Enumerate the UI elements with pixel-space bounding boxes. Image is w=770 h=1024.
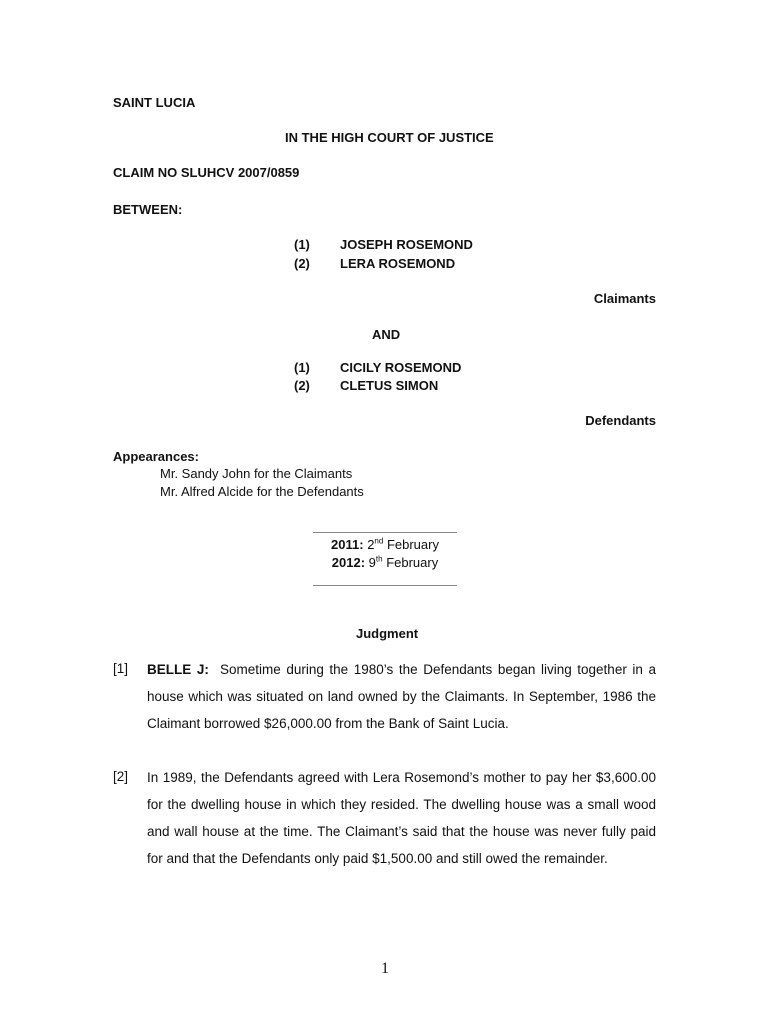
defendant-2-name: CLETUS SIMON: [340, 378, 439, 393]
paragraph-text: In 1989, the Defendants agreed with Lera Rosemond’s mother to pay her $3,600.00 for the dwelling house in which they resided. The dwelling house was a small wood and wall house at the time. The Claimant’s said that the house was never fully paid for and that the Defendants only paid $1,500.00 and still owed the remainder.: [147, 770, 656, 866]
defendant-1-number: (1): [294, 360, 310, 375]
country-heading: SAINT LUCIA: [113, 95, 196, 110]
paragraph-text: Sometime during the 1980’s the Defendants began living together in a house which was situated on land owned by the Claimants. In September, 1986 the Claimant borrowed $26,000.00 from the Bank of Saint Lucia.: [147, 662, 656, 731]
between-label: BETWEEN:: [113, 202, 183, 217]
hearing-date: 2012: 9th February: [331, 554, 439, 570]
judgment-title: Judgment: [356, 626, 419, 641]
judge-name: BELLE J:: [147, 662, 209, 677]
appearance-item: Mr. Alfred Alcide for the Defendants: [160, 484, 364, 499]
appearance-item: Mr. Sandy John for the Claimants: [160, 466, 353, 481]
divider-top: [313, 532, 457, 533]
claimant-1-name: JOSEPH ROSEMOND: [340, 237, 473, 252]
and-label: AND: [372, 327, 401, 342]
appearances-label: Appearances:: [113, 449, 199, 464]
divider-bottom: [313, 585, 457, 586]
paragraph-2: [147, 764, 656, 872]
claimants-role: Claimants: [593, 291, 656, 306]
court-heading: IN THE HIGH COURT OF JUSTICE: [285, 130, 494, 145]
page-number: 1: [381, 960, 389, 977]
hearing-date: 2011: 2nd February: [331, 536, 439, 552]
claimant-2-number: (2): [294, 256, 310, 271]
defendant-1-name: CICILY ROSEMOND: [340, 360, 462, 375]
defendant-2-number: (2): [294, 378, 310, 393]
paragraph-number: [2]: [113, 769, 129, 784]
paragraph-1: [147, 656, 656, 737]
paragraph-number: [1]: [113, 661, 129, 676]
claimant-2-name: LERA ROSEMOND: [340, 256, 456, 271]
defendants-role: Defendants: [585, 413, 656, 428]
claim-number: CLAIM NO SLUHCV 2007/0859: [113, 165, 300, 180]
claimant-1-number: (1): [294, 237, 310, 252]
